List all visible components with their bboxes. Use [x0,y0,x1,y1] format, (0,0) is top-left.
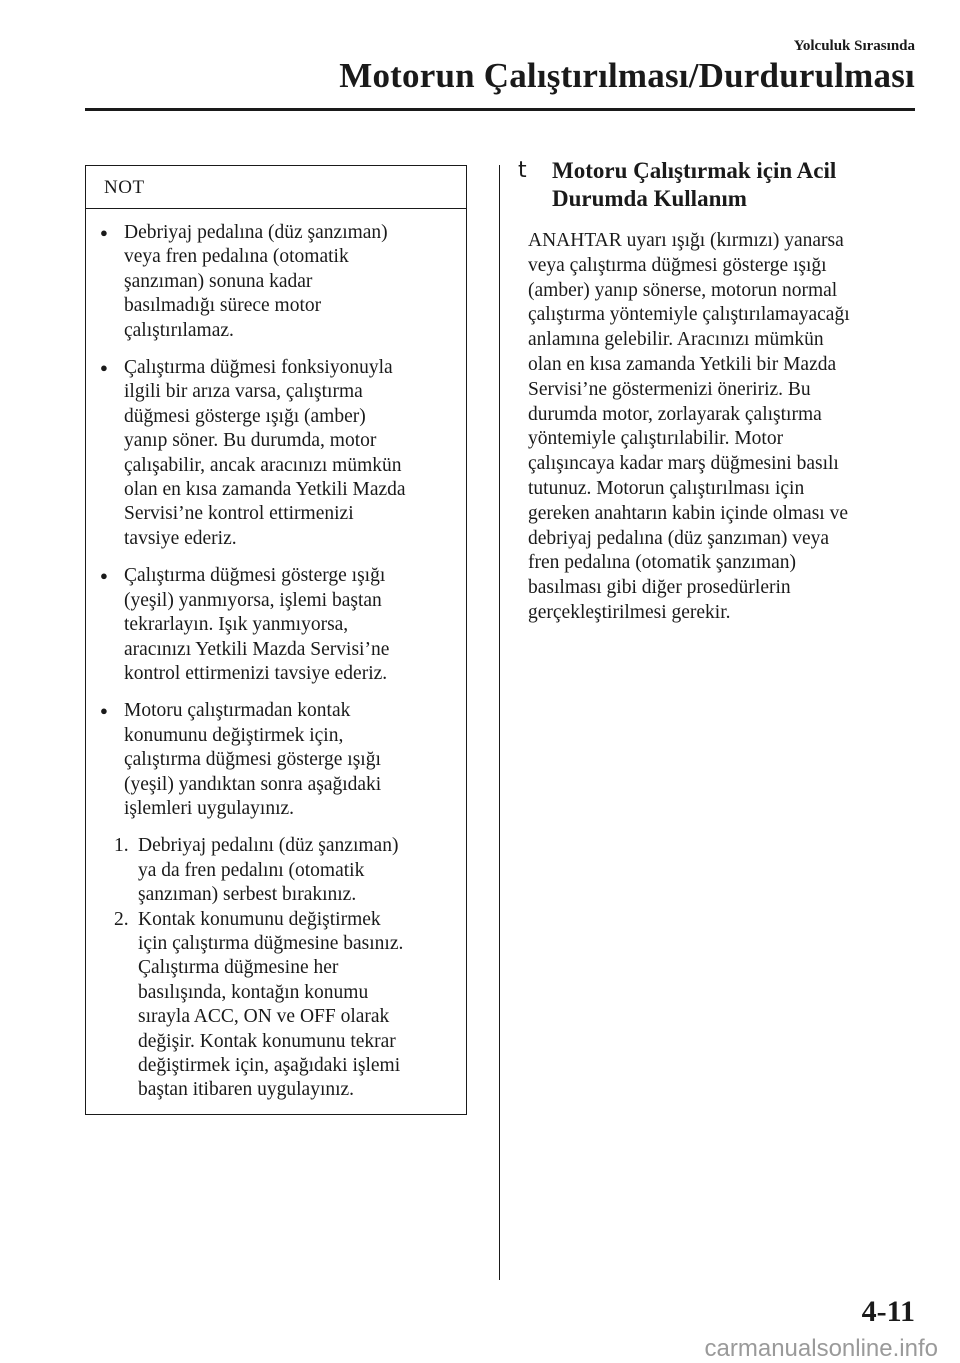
note-step [114,834,454,907]
header-section-label: Yolculuk Sırasında [793,38,915,54]
note-bullet-text: Çalıştırma düğmesi gösterge ışığı (yeşil) yanmıyorsa, işlemi baştan tekrarlayın. Işık yanmıyorsa, aracınızı Yetkili Mazda Servisi’ne kontrol ettirmenizi tavsiye ederiz. [124,565,390,684]
step-text: Debriyaj pedalını (düz şanzıman) ya da fren pedalını (otomatik şanzıman) serbest bırakınız. [138,835,399,906]
header-rule [85,108,915,111]
note-bullet-text: Motoru çalıştırmadan kontak konumunu değiştirmek için, çalıştırma düğmesi gösterge ışığı (yeşil) yandıktan sonra aşağıdaki işlemleri uygulayınız. [124,700,382,819]
watermark: carmanualsonline.info [704,1335,938,1362]
step-number: 1. [114,835,129,857]
note-body [86,209,466,1103]
bullet-dot-icon: ● [100,225,108,240]
note-box [85,165,467,1115]
bullet-dot-icon: ● [100,703,108,719]
note-title: NOT [86,166,466,209]
page-title: Motorun Çalıştırılması/Durdurulması [339,56,915,95]
step-number: 2. [114,908,129,930]
note-bullet [100,699,454,821]
note-step [114,908,454,1103]
bullet-dot-icon: ● [100,568,108,584]
note-bullet [100,564,454,686]
page-number: 4-11 [861,1295,915,1328]
section-marker-icon: t [518,158,527,183]
note-bullet [100,221,454,343]
section-body: ANAHTAR uyarı ışığı (kırmızı) yanarsa veya çalıştırma düğmesi gösterge ışığı (amber) yanıp sönerse, motorun normal çalıştırma yöntemiyle çalıştırılamayacağı anlamına gelebilir. Aracınızı mümkün olan en kısa zamanda Yetkili bir Mazda Servisi’ne göstermenizi öneririz. Bu durumda motor, zorlayarak çalıştırma yöntemiyle çalıştırılabilir. Motor çalışıncaya kadar marş düğmesini basılı tutunuz. Motorun çalıştırılması için gereken anahtarın kabin içinde olması ve debriyaj pedalına (düz şanzıman) veya fren pedalına (otomatik şanzıman) basılması gibi diğer prosedürlerin gerçekleştirilmesi gerekir. [528,230,850,623]
note-steps [100,834,454,1102]
note-bullet [100,356,454,551]
step-text: Kontak konumunu değiştirmek için çalıştırma düğmesine basınız. Çalıştırma düğmesine her basılışında, kontağın konumu sırayla ACC, ON ve OFF olarak değişir. Kontak konumunu tekrar değiştirmek için, aşağıdaki işlemi baştan itibaren uygulayınız. [138,908,404,1101]
column-divider [499,165,500,1280]
section-title: Motoru Çalıştırmak için Acil Durumda Kullanım [552,158,837,211]
section-heading [518,157,918,213]
note-bullet-text: Çalıştırma düğmesi fonksiyonuyla ilgili bir arıza varsa, çalıştırma düğmesi gösterge ışığı (amber) yanıp söner. Bu durumda, motor çalışabilir, ancak aracınızı mümkün olan en kısa zamanda Yetkili Mazda Servisi’ne kontrol ettirmenizi tavsiye ederiz. [124,357,406,549]
bullet-dot-icon: ● [100,360,108,376]
note-bullet-text: Debriyaj pedalına (düz şanzıman) veya fren pedalına (otomatik şanzıman) sonuna kadar basılmadığı sürece motor çalıştırılamaz. [124,222,388,341]
